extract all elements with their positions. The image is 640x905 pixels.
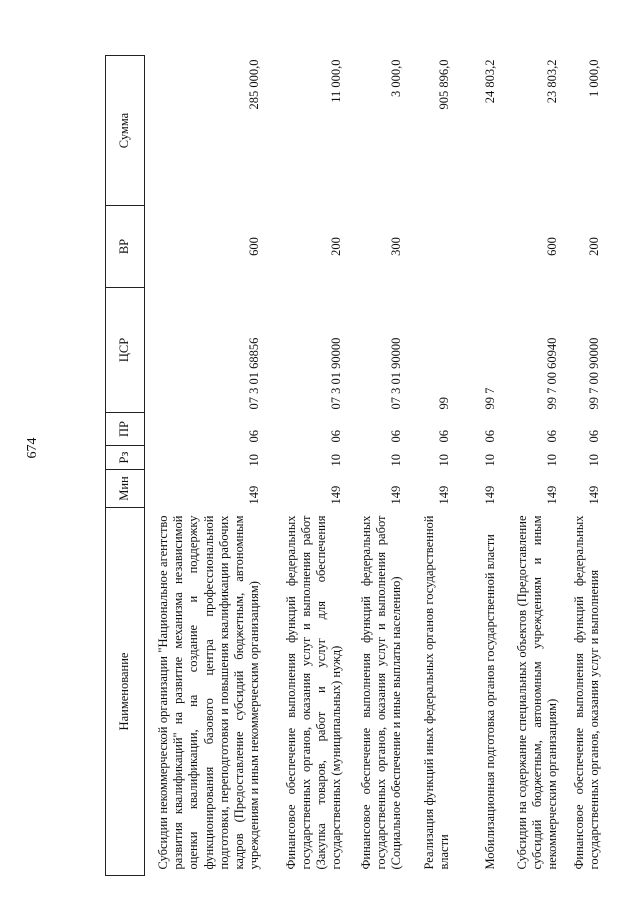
row-rz: 10 (247, 454, 262, 467)
row-pr: 06 (483, 430, 498, 443)
table-header-row (106, 56, 145, 876)
row-csr: 99 7 00 60940 (545, 337, 560, 410)
row-name: Финансовое обеспечение выполнения функций федеральных государственных органов, оказания услуг и выполнения работ (Социальное обеспечение и иные выплаты населению) (358, 515, 404, 870)
budget-table-rotated (105, 56, 605, 876)
row-min: 149 (437, 485, 452, 505)
header-min: Мин (106, 470, 145, 508)
row-sum: 3 000,0 (389, 59, 404, 97)
row-vr: 200 (587, 237, 602, 256)
row-name: Мобилизационная подготовка органов государственной власти (483, 534, 498, 870)
row-pr: 06 (545, 430, 560, 443)
row-name: Финансовое обеспечение выполнения функций федеральных государственных органов, оказания услуг и выполнения работ (Закупка товаров, работ и услуг для обеспечения государственных (муниципальных) нужд) (283, 515, 344, 870)
header-csr: ЦСР (106, 288, 145, 413)
row-vr: 300 (389, 237, 404, 256)
row-csr: 99 7 00 90000 (587, 337, 602, 410)
row-vr: 200 (329, 237, 344, 256)
header-vr: ВР (106, 206, 145, 288)
row-csr: 07 3 01 90000 (329, 337, 344, 410)
row-name: Субсидии на содержание специальных объектов (Предоставление субсидий бюджетным, автономным учреждениям и иным некоммерческим организациям) (514, 515, 560, 870)
row-min: 149 (247, 485, 262, 505)
row-csr: 99 (437, 397, 452, 410)
row-sum: 285 000,0 (247, 59, 262, 110)
row-name: Финансовое обеспечение выполнения функций федеральных государственных органов, оказания услуг и выполнения (572, 515, 602, 870)
table-row (269, 56, 351, 876)
table-row (459, 56, 505, 876)
page-number: 674 (25, 437, 40, 459)
row-vr (411, 206, 459, 288)
row-vr: 600 (247, 237, 262, 256)
row-vr: 600 (545, 237, 560, 256)
row-sum: 1 000,0 (587, 59, 602, 97)
row-sum: 905 896,0 (437, 59, 452, 110)
row-min: 149 (545, 485, 560, 505)
header-name: Наименование (106, 508, 145, 876)
row-pr: 06 (587, 430, 602, 443)
row-rz: 10 (329, 454, 344, 467)
header-rz: Рз (106, 446, 145, 470)
table-row (411, 56, 459, 876)
row-rz: 10 (437, 454, 452, 467)
table-row (505, 56, 567, 876)
header-sum: Сумма (106, 56, 145, 206)
table-row (567, 56, 609, 876)
row-pr: 06 (329, 430, 344, 443)
row-csr: 07 3 01 90000 (389, 337, 404, 410)
row-min: 149 (483, 485, 498, 505)
row-min: 149 (389, 485, 404, 505)
row-sum: 11 000,0 (329, 59, 344, 103)
table-row (351, 56, 411, 876)
header-pr: ПР (106, 413, 145, 446)
row-rz: 10 (545, 454, 560, 467)
row-min: 149 (587, 485, 602, 505)
row-vr (459, 206, 505, 288)
table-row (145, 56, 269, 876)
row-csr: 99 7 (483, 387, 498, 410)
row-pr: 06 (437, 430, 452, 443)
row-min: 149 (329, 485, 344, 505)
row-sum: 23 803,2 (545, 59, 560, 104)
row-name: Субсидии некоммерческой организации "Национальное агентство развития квалификаций" на развитие механизма независимой оценки квалификации, на создание и поддержку функционирования базового центра профессиональной подготовки, переподготовки и повышения квалификации рабочих кадров (Предоставление субсидий бюджетным, автономным учреждениям и иным некоммерческим организациям) (155, 515, 262, 870)
row-rz: 10 (483, 454, 498, 467)
row-sum: 24 803,2 (483, 59, 498, 104)
row-name: Реализация функций иных федеральных органов государственной власти (422, 515, 452, 870)
row-csr: 07 3 01 68856 (247, 337, 262, 410)
row-pr: 06 (389, 430, 404, 443)
row-rz: 10 (587, 454, 602, 467)
row-rz: 10 (389, 454, 404, 467)
row-pr: 06 (247, 430, 262, 443)
budget-table (105, 55, 609, 876)
